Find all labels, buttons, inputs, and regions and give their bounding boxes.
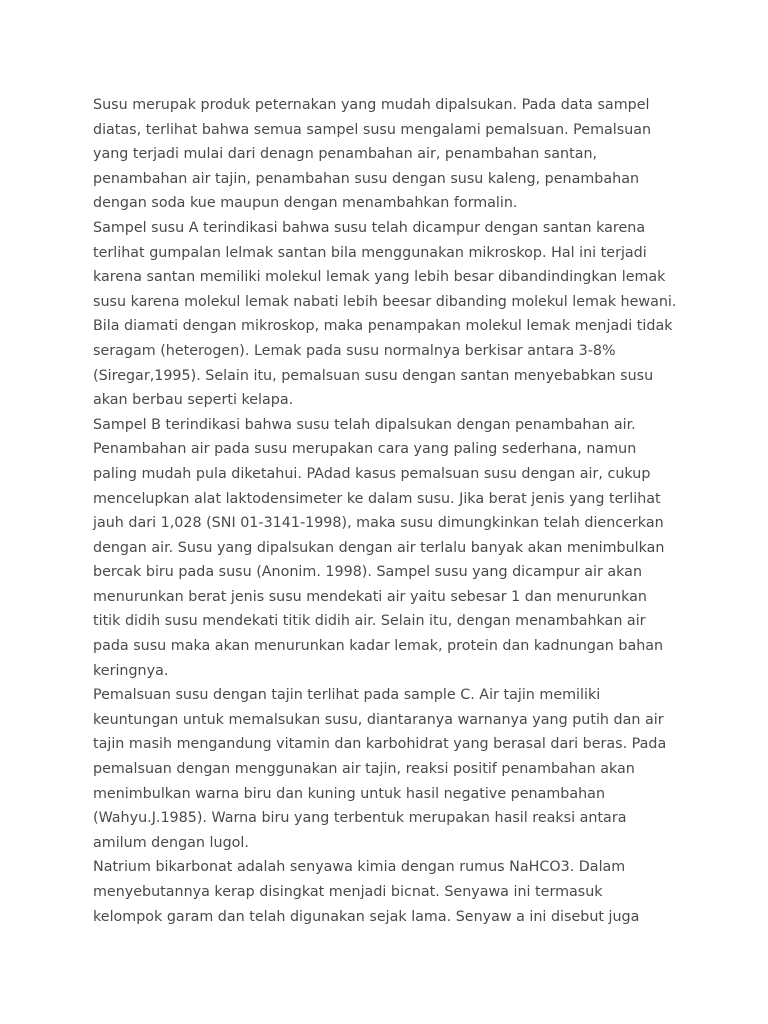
text-line: amilum dengan lugol. — [93, 834, 249, 851]
text-line: akan berbau seperti kelapa. — [93, 392, 294, 409]
text-line: yang terjadi mulai dari denagn penambahan air, penambahan santan, — [93, 146, 598, 163]
text-line: menurunkan berat jenis susu mendekati air yaitu sebesar 1 dan menurunkan — [93, 588, 647, 605]
text-line: Pemalsuan susu dengan tajin terlihat pada sample C. Air tajin memiliki — [93, 687, 601, 704]
text-line: menyebutannya kerap disingkat menjadi bicnat. Senyawa ini termasuk — [93, 884, 603, 900]
text-line: bercak biru pada susu (Anonim. 1998). Sampel susu yang dicampur air akan — [93, 564, 642, 581]
text-line: dengan air. Susu yang dipalsukan dengan air terlalu banyak akan menimbulkan — [93, 539, 665, 556]
text-line: diatas, terlihat bahwa semua sampel susu mengalami pemalsuan. Pemalsuan — [93, 121, 652, 138]
text-line: (Siregar,1995). Selain itu, pemalsuan susu dengan santan menyebabkan susu — [93, 367, 654, 384]
text-line: susu karena molekul lemak nabati lebih beesar dibanding molekul lemak hewani. — [93, 293, 677, 310]
text-line: paling mudah pula diketahui. PAdad kasus pemalsuan susu dengan air, cukup — [93, 465, 651, 482]
text-line: keringnya. — [93, 662, 169, 679]
text-line: Sampel susu A terindikasi bahwa susu telah dicampur dengan santan karena — [93, 219, 646, 236]
text-line: Susu merupak produk peternakan yang mudah dipalsukan. Pada data sampel — [93, 97, 650, 113]
text-line: mencelupkan alat laktodensimeter ke dalam susu. Jika berat jenis yang terlihat — [93, 490, 661, 507]
text-line: kelompok garam dan telah digunakan sejak lama. Senyaw a ini disebut juga — [93, 908, 640, 925]
text-line: seragam (heterogen). Lemak pada susu normalnya berkisar antara 3-8% — [93, 342, 616, 359]
text-line: Natrium bikarbonat adalah senyawa kimia dengan rumus NaHCO3. Dalam — [93, 859, 626, 876]
text-line: tajin masih mengandung vitamin dan karbohidrat yang berasal dari beras. Pada — [93, 736, 667, 753]
text-line: pemalsuan dengan menggunakan air tajin, reaksi positif penambahan akan — [93, 761, 635, 778]
text-line: keuntungan untuk memalsukan susu, diantaranya warnanya yang putih dan air — [93, 711, 664, 728]
text-line: Sampel B terindikasi bahwa susu telah dipalsukan dengan penambahan air. — [93, 416, 636, 433]
text-line: Penambahan air pada susu merupakan cara yang paling sederhana, namun — [93, 441, 637, 458]
text-line: jauh dari 1,028 (SNI 01-3141-1998), maka susu dimungkinkan telah diencerkan — [93, 515, 664, 532]
body-text — [93, 93, 693, 929]
text-line: menimbulkan warna biru dan kuning untuk hasil negative penambahan — [93, 785, 606, 802]
text-line: dengan soda kue maupun dengan menambahkan formalin. — [93, 195, 518, 212]
text-line: karena santan memiliki molekul lemak yang lebih besar dibandindingkan lemak — [93, 269, 666, 286]
text-line: (Wahyu.J.1985). Warna biru yang terbentuk merupakan hasil reaksi antara — [93, 810, 627, 827]
text-line: Bila diamati dengan mikroskop, maka penampakan molekul lemak menjadi tidak — [93, 318, 673, 335]
text-line: titik didih susu mendekati titik didih air. Selain itu, dengan menambahkan air — [93, 613, 646, 630]
text-line: pada susu maka akan menurunkan kadar lemak, protein dan kadnungan bahan — [93, 638, 664, 655]
text-line: penambahan air tajin, penambahan susu dengan susu kaleng, penambahan — [93, 170, 640, 187]
text-line: terlihat gumpalan lelmak santan bila menggunakan mikroskop. Hal ini terjadi — [93, 244, 647, 261]
